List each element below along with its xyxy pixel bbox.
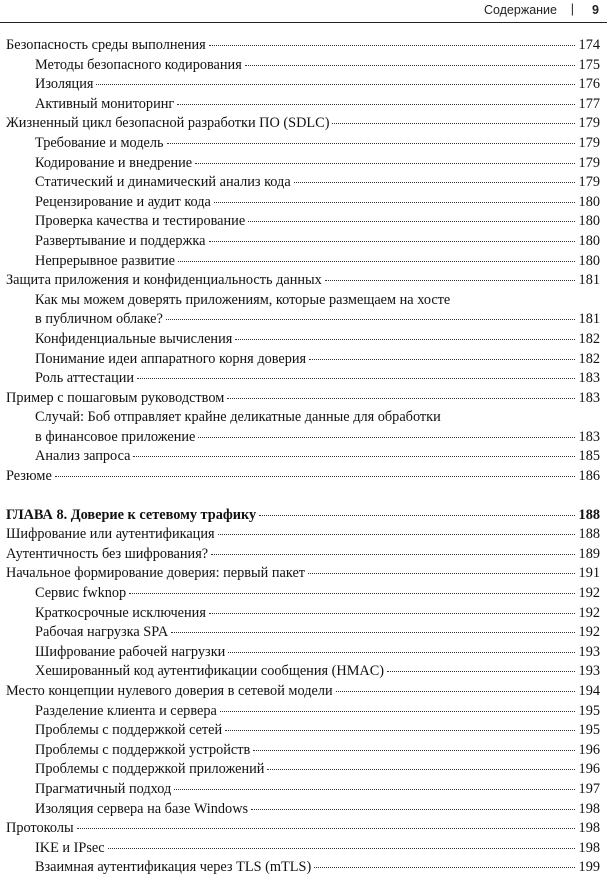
toc-entry-title: Проблемы с поддержкой приложений	[35, 761, 265, 778]
toc-entry-title: Методы безопасного кодирования	[35, 56, 242, 73]
toc-entry-title: Конфиденциальные вычисления	[35, 330, 233, 347]
dot-leader	[177, 103, 575, 105]
dot-leader	[259, 514, 575, 516]
toc-entry-page: 179	[578, 115, 600, 132]
toc-entry-page: 198	[578, 820, 600, 837]
toc-entry[interactable]	[6, 741, 600, 761]
toc-entry-title: Рабочая нагрузка SPA	[35, 624, 169, 641]
toc-entry[interactable]	[6, 604, 600, 624]
dot-leader	[96, 83, 575, 85]
toc-entry-title: Взаимная аутентификация через TLS (mTLS)	[35, 859, 312, 876]
toc-entry-page: 181	[578, 272, 600, 289]
dot-leader	[267, 768, 575, 770]
dot-leader	[209, 612, 575, 614]
toc-entry-page: 192	[578, 585, 600, 602]
dot-leader	[137, 377, 575, 379]
header-separator: |	[570, 2, 574, 16]
toc-entry[interactable]	[6, 114, 600, 134]
toc-entry-page: 180	[578, 252, 600, 269]
toc-entry[interactable]	[6, 75, 600, 95]
dot-leader	[332, 122, 575, 124]
toc-entry-page: 196	[578, 741, 600, 758]
toc-entry[interactable]	[6, 682, 600, 702]
toc-entry-title: Резюме	[6, 468, 52, 485]
toc-entry[interactable]	[6, 858, 600, 878]
header-section-title: Содержание	[483, 3, 557, 17]
toc-entry[interactable]	[6, 643, 600, 663]
toc-entry-page: 198	[578, 800, 600, 817]
toc-entry-page: 189	[578, 545, 600, 562]
toc-entry-page: 196	[578, 761, 600, 778]
toc-entry[interactable]	[6, 369, 600, 389]
dot-leader	[166, 318, 575, 320]
toc-entry-title: Сервис fwknop	[35, 585, 127, 602]
dot-leader	[211, 553, 575, 555]
toc-entry-title: Статический и динамический анализ кода	[35, 174, 291, 191]
toc-entry-title: Защита приложения и конфиденциальность данных	[6, 272, 322, 289]
toc-entry-page: 180	[578, 213, 600, 230]
toc-entry-title: Прагматичный подход	[35, 780, 172, 797]
toc-entry-title: Проверка качества и тестирование	[35, 213, 246, 230]
running-header	[0, 0, 607, 23]
toc-entry[interactable]	[6, 623, 600, 643]
toc-entry-title: Протоколы	[6, 820, 74, 837]
toc-entry[interactable]	[6, 800, 600, 820]
toc-entry-title: Начальное формирование доверия: первый пакет	[6, 565, 306, 582]
dot-leader	[178, 260, 575, 262]
toc-entry-page: 198	[578, 839, 600, 856]
dot-leader	[235, 338, 575, 340]
toc-entry-page: 199	[578, 859, 600, 876]
toc-entry[interactable]	[6, 584, 600, 604]
toc-entry[interactable]	[6, 525, 600, 545]
toc-entry[interactable]	[6, 780, 600, 800]
dot-leader	[171, 631, 575, 633]
toc-entry[interactable]	[6, 291, 600, 330]
toc-entry[interactable]	[6, 36, 600, 56]
dot-leader	[198, 436, 575, 438]
dot-leader	[55, 475, 575, 477]
toc-entry-title: Изоляция сервера на базе Windows	[35, 800, 249, 817]
dot-leader	[228, 651, 575, 653]
toc-entry[interactable]	[6, 350, 600, 370]
toc-entry-page: 176	[578, 76, 600, 93]
toc-entry-title: в публичном облаке?	[35, 311, 163, 328]
toc-entry-title: Шифрование или аутентификация	[6, 526, 215, 543]
toc-entry-page: 195	[578, 722, 600, 739]
toc-entry[interactable]	[6, 819, 600, 839]
toc-entry[interactable]	[6, 134, 600, 154]
toc-entry-page: 175	[578, 56, 600, 73]
toc-entry-page: 180	[578, 193, 600, 210]
toc-entry[interactable]	[6, 702, 600, 722]
toc-entry[interactable]	[6, 154, 600, 174]
toc-entry-title: Хешированный код аутентификации сообщения (HMAC)	[35, 663, 385, 680]
toc-entry-title: в финансовое приложение	[35, 428, 196, 445]
toc-entry[interactable]	[6, 564, 600, 584]
toc-entry-title: Понимание идеи аппаратного корня доверия	[35, 350, 307, 367]
toc-entry-title: Шифрование рабочей нагрузки	[35, 643, 226, 660]
toc-entry-page: 193	[578, 663, 600, 680]
toc-entry-page: 193	[578, 643, 600, 660]
toc-entry[interactable]	[6, 212, 600, 232]
dot-leader	[214, 201, 575, 203]
toc-entry-title: Место концепции нулевого доверия в сетевой модели	[6, 683, 333, 699]
dot-leader	[209, 44, 575, 46]
toc-entry[interactable]	[6, 252, 600, 272]
dot-leader	[174, 788, 575, 790]
toc-entry-title: Кодирование и внедрение	[35, 154, 193, 171]
dot-leader	[195, 162, 575, 164]
toc-entry-page: 180	[578, 232, 600, 249]
dot-leader	[133, 455, 575, 457]
toc-entry-title: Аутентичность без шифрования?	[6, 545, 209, 562]
dot-leader	[225, 729, 575, 731]
toc-entry-page: 188	[578, 506, 600, 523]
toc-entry-page: 183	[578, 389, 600, 406]
toc-entry[interactable]	[6, 545, 600, 565]
toc-entry-page: 182	[578, 330, 600, 347]
toc-entry-page: 182	[578, 350, 600, 367]
toc-entry-title: Проблемы с поддержкой устройств	[35, 741, 251, 758]
dot-leader	[251, 808, 575, 810]
toc-entry-title: Изоляция	[35, 76, 94, 93]
toc-entry-title: Роль аттестации	[35, 370, 135, 387]
toc-entry-page: 174	[578, 37, 600, 53]
dot-leader	[336, 690, 575, 692]
dot-leader	[314, 866, 575, 868]
toc-entry-title: ГЛАВА 8. Доверие к сетевому трафику	[6, 506, 257, 523]
toc-entry-title-line1: Случай: Боб отправляет крайне деликатные данные для обработки	[35, 409, 441, 426]
toc-entry-title: IKE и IPsec	[35, 839, 105, 856]
dot-leader	[129, 592, 575, 594]
toc-entry[interactable]	[6, 408, 600, 447]
toc-entry[interactable]	[6, 193, 600, 213]
toc-entry[interactable]	[6, 760, 600, 780]
dot-leader	[309, 358, 575, 360]
dot-leader	[308, 572, 575, 574]
toc-entry[interactable]	[6, 330, 600, 350]
toc-entry-title: Безопасность среды выполнения	[6, 37, 206, 53]
table-of-contents	[6, 36, 600, 878]
toc-entry[interactable]	[6, 173, 600, 193]
toc-entry-title: Развертывание и поддержка	[35, 232, 206, 249]
toc-entry-title: Активный мониторинг	[35, 95, 175, 112]
toc-entry[interactable]	[6, 839, 600, 859]
toc-entry-title: Непрерывное развитие	[35, 252, 176, 269]
toc-entry-page: 192	[578, 624, 600, 641]
toc-entry-page: 179	[578, 134, 600, 151]
toc-entry-title: Разделение клиента и сервера	[35, 702, 217, 719]
toc-entry-title: Жизненный цикл безопасной разработки ПО (SDLC)	[6, 115, 330, 132]
toc-entry[interactable]	[6, 56, 600, 76]
dot-leader	[220, 710, 575, 712]
dot-leader	[253, 749, 575, 751]
toc-entry-page: 179	[578, 174, 600, 191]
toc-entry-title: Анализ запроса	[35, 448, 131, 465]
toc-entry-page: 188	[578, 526, 600, 543]
dot-leader	[77, 827, 575, 829]
toc-entry-page: 186	[578, 468, 600, 485]
dot-leader	[325, 279, 575, 281]
toc-entry-page: 195	[578, 702, 600, 719]
toc-entry-page: 192	[578, 604, 600, 621]
toc-entry-page: 197	[578, 780, 600, 797]
dot-leader	[387, 670, 575, 672]
dot-leader	[294, 181, 575, 183]
toc-entry[interactable]	[6, 389, 600, 409]
toc-entry-page: 183	[578, 370, 600, 387]
toc-entry-title: Краткосрочные исключения	[35, 604, 206, 621]
dot-leader	[167, 142, 575, 144]
toc-entry-title: Проблемы с поддержкой сетей	[35, 722, 223, 739]
dot-leader	[108, 847, 575, 849]
dot-leader	[245, 64, 575, 66]
toc-entry-title: Пример с пошаговым руководством	[6, 389, 225, 406]
toc-entry[interactable]	[6, 721, 600, 741]
header-page-number: 9	[592, 3, 599, 17]
toc-entry-page: 181	[578, 311, 600, 328]
dot-leader	[218, 533, 575, 535]
toc-entry-title-line1: Как мы можем доверять приложениям, которые размещаем на хосте	[35, 291, 451, 308]
toc-entry-title: Рецензирование и аудит кода	[35, 193, 211, 210]
toc-entry[interactable]	[6, 232, 600, 252]
dot-leader	[227, 397, 575, 399]
toc-entry-title: Требование и модель	[35, 134, 164, 151]
toc-entry-page: 179	[578, 154, 600, 171]
toc-entry[interactable]	[6, 95, 600, 115]
toc-entry-page: 183	[578, 428, 600, 445]
toc-entry-page: 177	[578, 95, 600, 112]
toc-entry-page: 191	[578, 565, 600, 582]
toc-entry-page: 185	[578, 448, 600, 465]
toc-entry[interactable]	[6, 467, 600, 487]
toc-entry-page: 194	[578, 683, 600, 699]
dot-leader	[209, 240, 575, 242]
toc-entry[interactable]	[6, 662, 600, 682]
chapter-heading[interactable]	[6, 506, 600, 526]
toc-entry[interactable]	[6, 447, 600, 467]
dot-leader	[248, 220, 575, 222]
toc-entry[interactable]	[6, 271, 600, 291]
